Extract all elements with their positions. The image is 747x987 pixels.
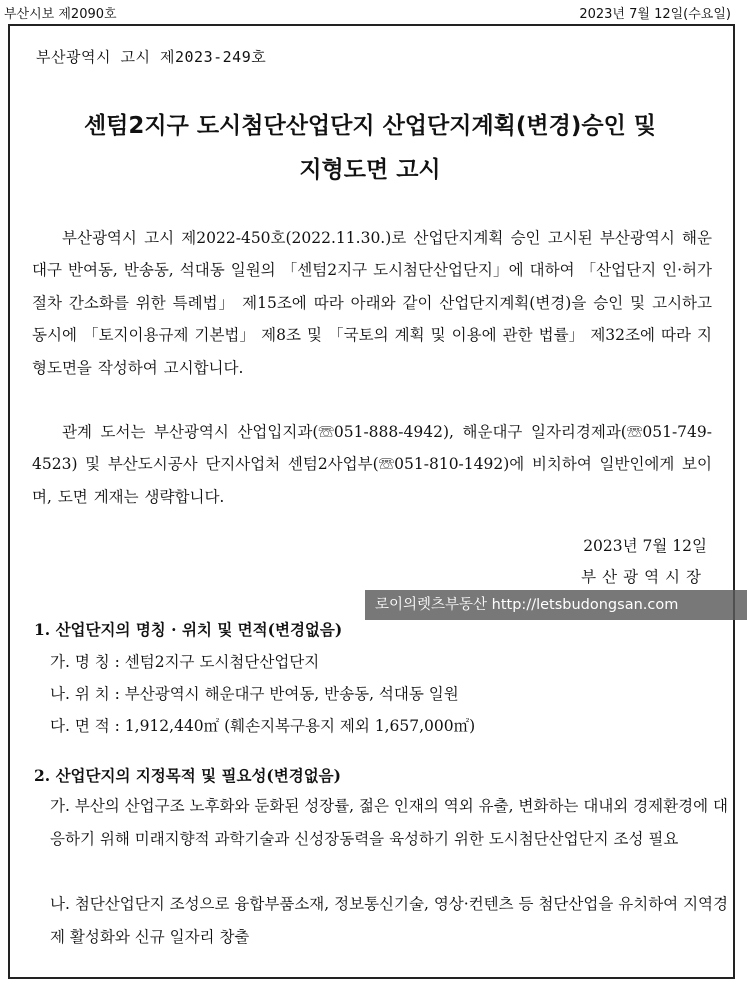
gazette-number: 부산시보 제2090호: [4, 7, 117, 22]
issue-date: 2023년 7월 12일: [583, 537, 707, 555]
notice-paragraph-2: 관계 도서는 부산광역시 산업입지과(☏051-888-4942), 해운대구 일자리경제과(☏051-749-4523) 및 부산도시공사 단지사업처 센텀2사업부(☏051-810-1492)에 비치하여 일반인에게 보이며, 도면 게재는 생략합니다.: [32, 423, 712, 506]
section-2-heading: 2. 산업단지의 지정목적 및 필요성(변경없음): [34, 766, 341, 785]
section-1-location: 나. 위 치 : 부산광역시 해운대구 반여동, 반송동, 석대동 일원: [50, 685, 459, 703]
gazette-header: [0, 0, 747, 24]
watermark-banner: 로이의렛츠부동산 http://letsbudongsan.com: [365, 590, 747, 620]
section-1-heading: 1. 산업단지의 명칭 · 위치 및 면적(변경없음): [34, 620, 343, 639]
issue-block: [581, 531, 707, 593]
title-line-1: 센텀2지구 도시첨단산업단지 산업단지계획(변경)승인 및: [83, 113, 657, 139]
section-2-item-a: 가. 부산의 산업구조 노후화와 둔화된 성장률, 젊은 인재의 역외 유출, 변화하는 대내외 경제환경에 대응하기 위해 미래지향적 과학기술과 신성장동력을 육성하기 위한 도시첨단산업단지 조성 필요: [50, 797, 728, 848]
page-title: [30, 104, 710, 192]
notice-number: 부산광역시 고시 제2023-249호: [36, 48, 267, 66]
issuer-name: 부산광역시장: [581, 568, 707, 586]
notice-paragraph-1: 부산광역시 고시 제2022-450호(2022.11.30.)로 산업단지계획 승인 고시된 부산광역시 해운대구 반여동, 반송동, 석대동 일원의 「센텀2지구 도시첨단산업단지」에 대하여 「산업단지 인·허가 절차 간소화를 위한 특례법」 제15조에 따라 아래와 같이 산업단지계획(변경)을 승인 및 고시하고 동시에 「토지이용규제 기본법」 제8조 및 「국토의 계획 및 이용에 관한 법률」 제32조에 따라 지형도면을 작성하여 고시합니다.: [32, 229, 712, 377]
section-1-name: 가. 명 칭 : 센텀2지구 도시첨단산업단지: [50, 653, 320, 671]
section-2-item-b: 나. 첨단산업단지 조성으로 융합부품소재, 정보통신기술, 영상·컨텐츠 등 첨단산업을 유치하여 지역경제 활성화와 신규 일자리 창출: [50, 895, 728, 946]
title-line-2: 지형도면 고시: [299, 157, 441, 183]
section-1-area: 다. 면 적 : 1,912,440㎡ (훼손지복구용지 제외 1,657,000㎡): [50, 717, 476, 735]
gazette-date: 2023년 7월 12일(수요일): [579, 7, 731, 22]
